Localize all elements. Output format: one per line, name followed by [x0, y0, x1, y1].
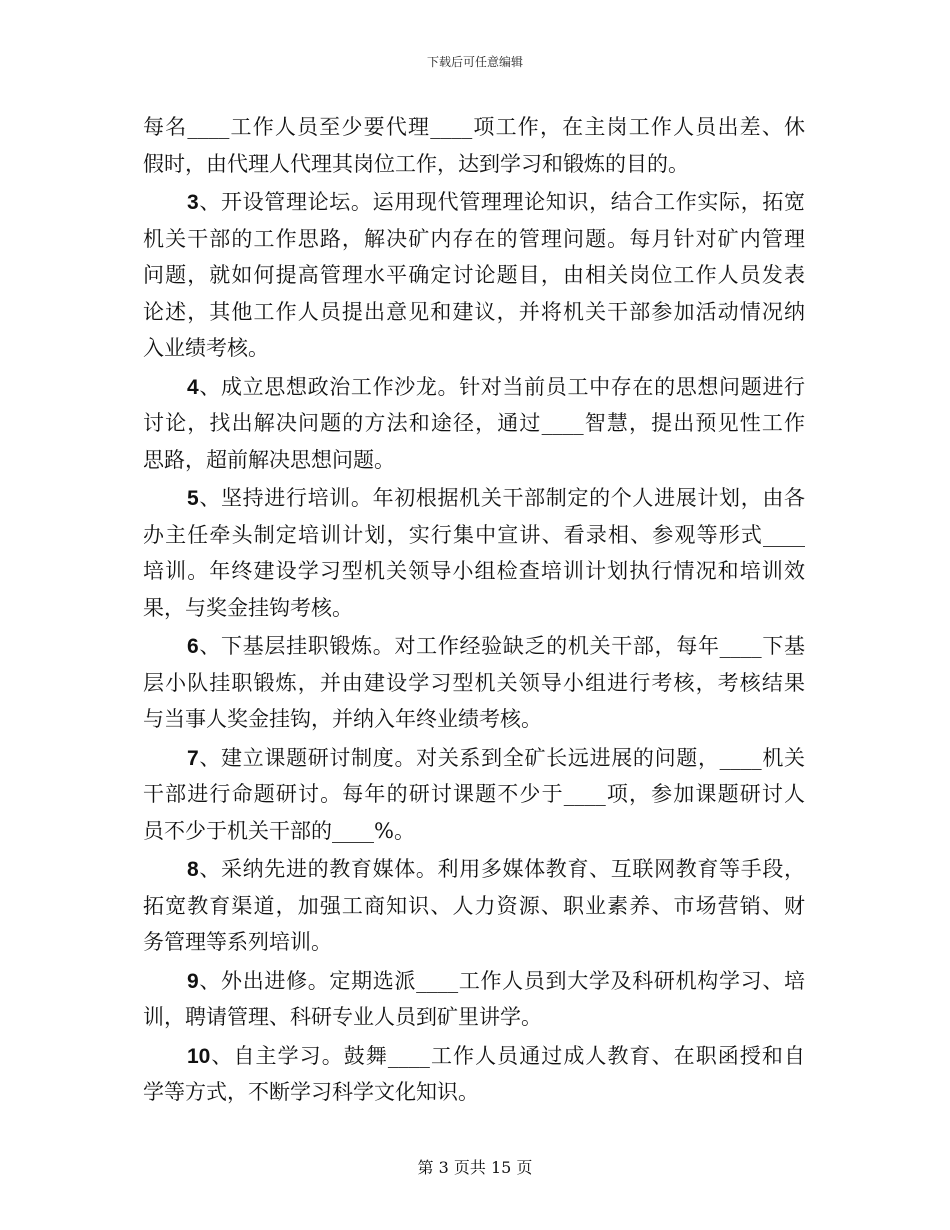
- text-line: 每名____工作人员至少要代理____项工作，在主岗工作人员出差、休: [143, 115, 805, 139]
- text-line: 学等方式，不断学习科学文化知识。: [143, 1080, 479, 1104]
- paragraph-item-10: [143, 1038, 805, 1111]
- item-number: 7: [187, 746, 199, 770]
- text-line: 讨论，找出解决问题的方法和途径，通过____智慧，提出预见性工作: [143, 411, 805, 435]
- paragraph-first-line: [143, 184, 805, 221]
- text-line: 层小队挂职锻炼，并由建设学习型机关领导小组进行考核，考核结果: [143, 670, 805, 695]
- paragraph-item-5: [143, 480, 805, 626]
- text-line: 务管理等系列培训。: [143, 930, 332, 954]
- text-line: 问题，就如何提高管理水平确定讨论题目，由相关岗位工作人员发表: [143, 263, 805, 287]
- document-body: [143, 109, 805, 1113]
- item-number: 10: [187, 1044, 211, 1068]
- text-line-content: 、坚持进行培训。年初根据机关干部制定的个人进展计划，由各: [198, 486, 805, 510]
- text-line-content: 、采纳先进的教育媒体。利用多媒体教育、互联网教育等手段，: [198, 857, 805, 881]
- text-line: 与当事人奖金挂钩，并纳入年终业绩考核。: [143, 707, 542, 731]
- paragraph-first-line: [143, 740, 805, 777]
- paragraph-item-3: [143, 184, 805, 367]
- paragraph-first-line: [143, 369, 805, 406]
- text-line-content: 、建立课题研讨制度。对关系到全矿长远进展的问题，____机关: [198, 745, 805, 770]
- text-line: 干部进行命题研讨。每年的研讨课题不少于____项，参加课题研讨人: [143, 782, 805, 806]
- text-line: 思路，超前解决思想问题。: [143, 447, 395, 472]
- item-number: 5: [187, 487, 199, 510]
- paragraph-first-line: [143, 851, 805, 888]
- paragraph-item-6: [143, 628, 805, 738]
- item-number: 3: [187, 191, 199, 214]
- paragraph-item-8: [143, 851, 805, 961]
- text-line-content: 、下基层挂职锻炼。对工作经验缺乏的机关干部，每年____下基: [198, 634, 805, 658]
- paragraph-item-9: [143, 963, 805, 1036]
- text-line: 入业绩考核。: [143, 336, 269, 360]
- text-line: 机关干部的工作思路，解决矿内存在的管理问题。每月针对矿内管理: [143, 226, 805, 251]
- text-line: 培训。年终建设学习型机关领导小组检查培训计划执行情况和培训效: [143, 559, 805, 583]
- item-number: 8: [187, 858, 199, 881]
- text-line-content: 、自主学习。鼓舞____工作人员通过成人教育、在职函授和自: [210, 1043, 805, 1068]
- text-line-content: 、开设管理论坛。运用现代管理理论知识，结合工作实际，拓宽: [198, 190, 805, 214]
- paragraph-continuation: [143, 109, 805, 182]
- paragraph-first-line: [143, 1038, 805, 1075]
- paragraph-first-line: [143, 628, 805, 665]
- text-line-content: 、外出进修。定期选派____工作人员到大学及科研机构学习、培: [198, 968, 805, 993]
- text-line: 员不少于机关干部的____%。: [143, 818, 415, 843]
- text-line: 办主任牵头制定培训计划，实行集中宣讲、看录相、参观等形式____: [143, 522, 805, 547]
- text-line: 拓宽教育渠道，加强工商知识、人力资源、职业素养、市场营销、财: [143, 893, 805, 918]
- item-number: 4: [187, 375, 199, 399]
- paragraph-first-line: [143, 480, 805, 517]
- paragraph-item-7: [143, 740, 805, 850]
- item-number: 6: [187, 635, 199, 658]
- page-header-note: 下载后可任意编辑: [426, 55, 523, 69]
- text-line: 果，与奖金挂钩考核。: [143, 595, 353, 620]
- paragraph-item-4: [143, 369, 805, 479]
- text-line: 训，聘请管理、科研专业人员到矿里讲学。: [143, 1005, 542, 1029]
- text-line: 假时，由代理人代理其岗位工作，达到学习和锻炼的目的。: [143, 151, 689, 176]
- item-number: 9: [187, 969, 199, 993]
- page-number: 第 3 页共 15 页: [417, 1158, 533, 1177]
- paragraph-first-line: [143, 963, 805, 1000]
- text-line-content: 、成立思想政治工作沙龙。针对当前员工中存在的思想问题进行: [198, 374, 805, 399]
- text-line: 论述，其他工作人员提出意见和建议，并将机关干部参加活动情况纳: [143, 299, 805, 324]
